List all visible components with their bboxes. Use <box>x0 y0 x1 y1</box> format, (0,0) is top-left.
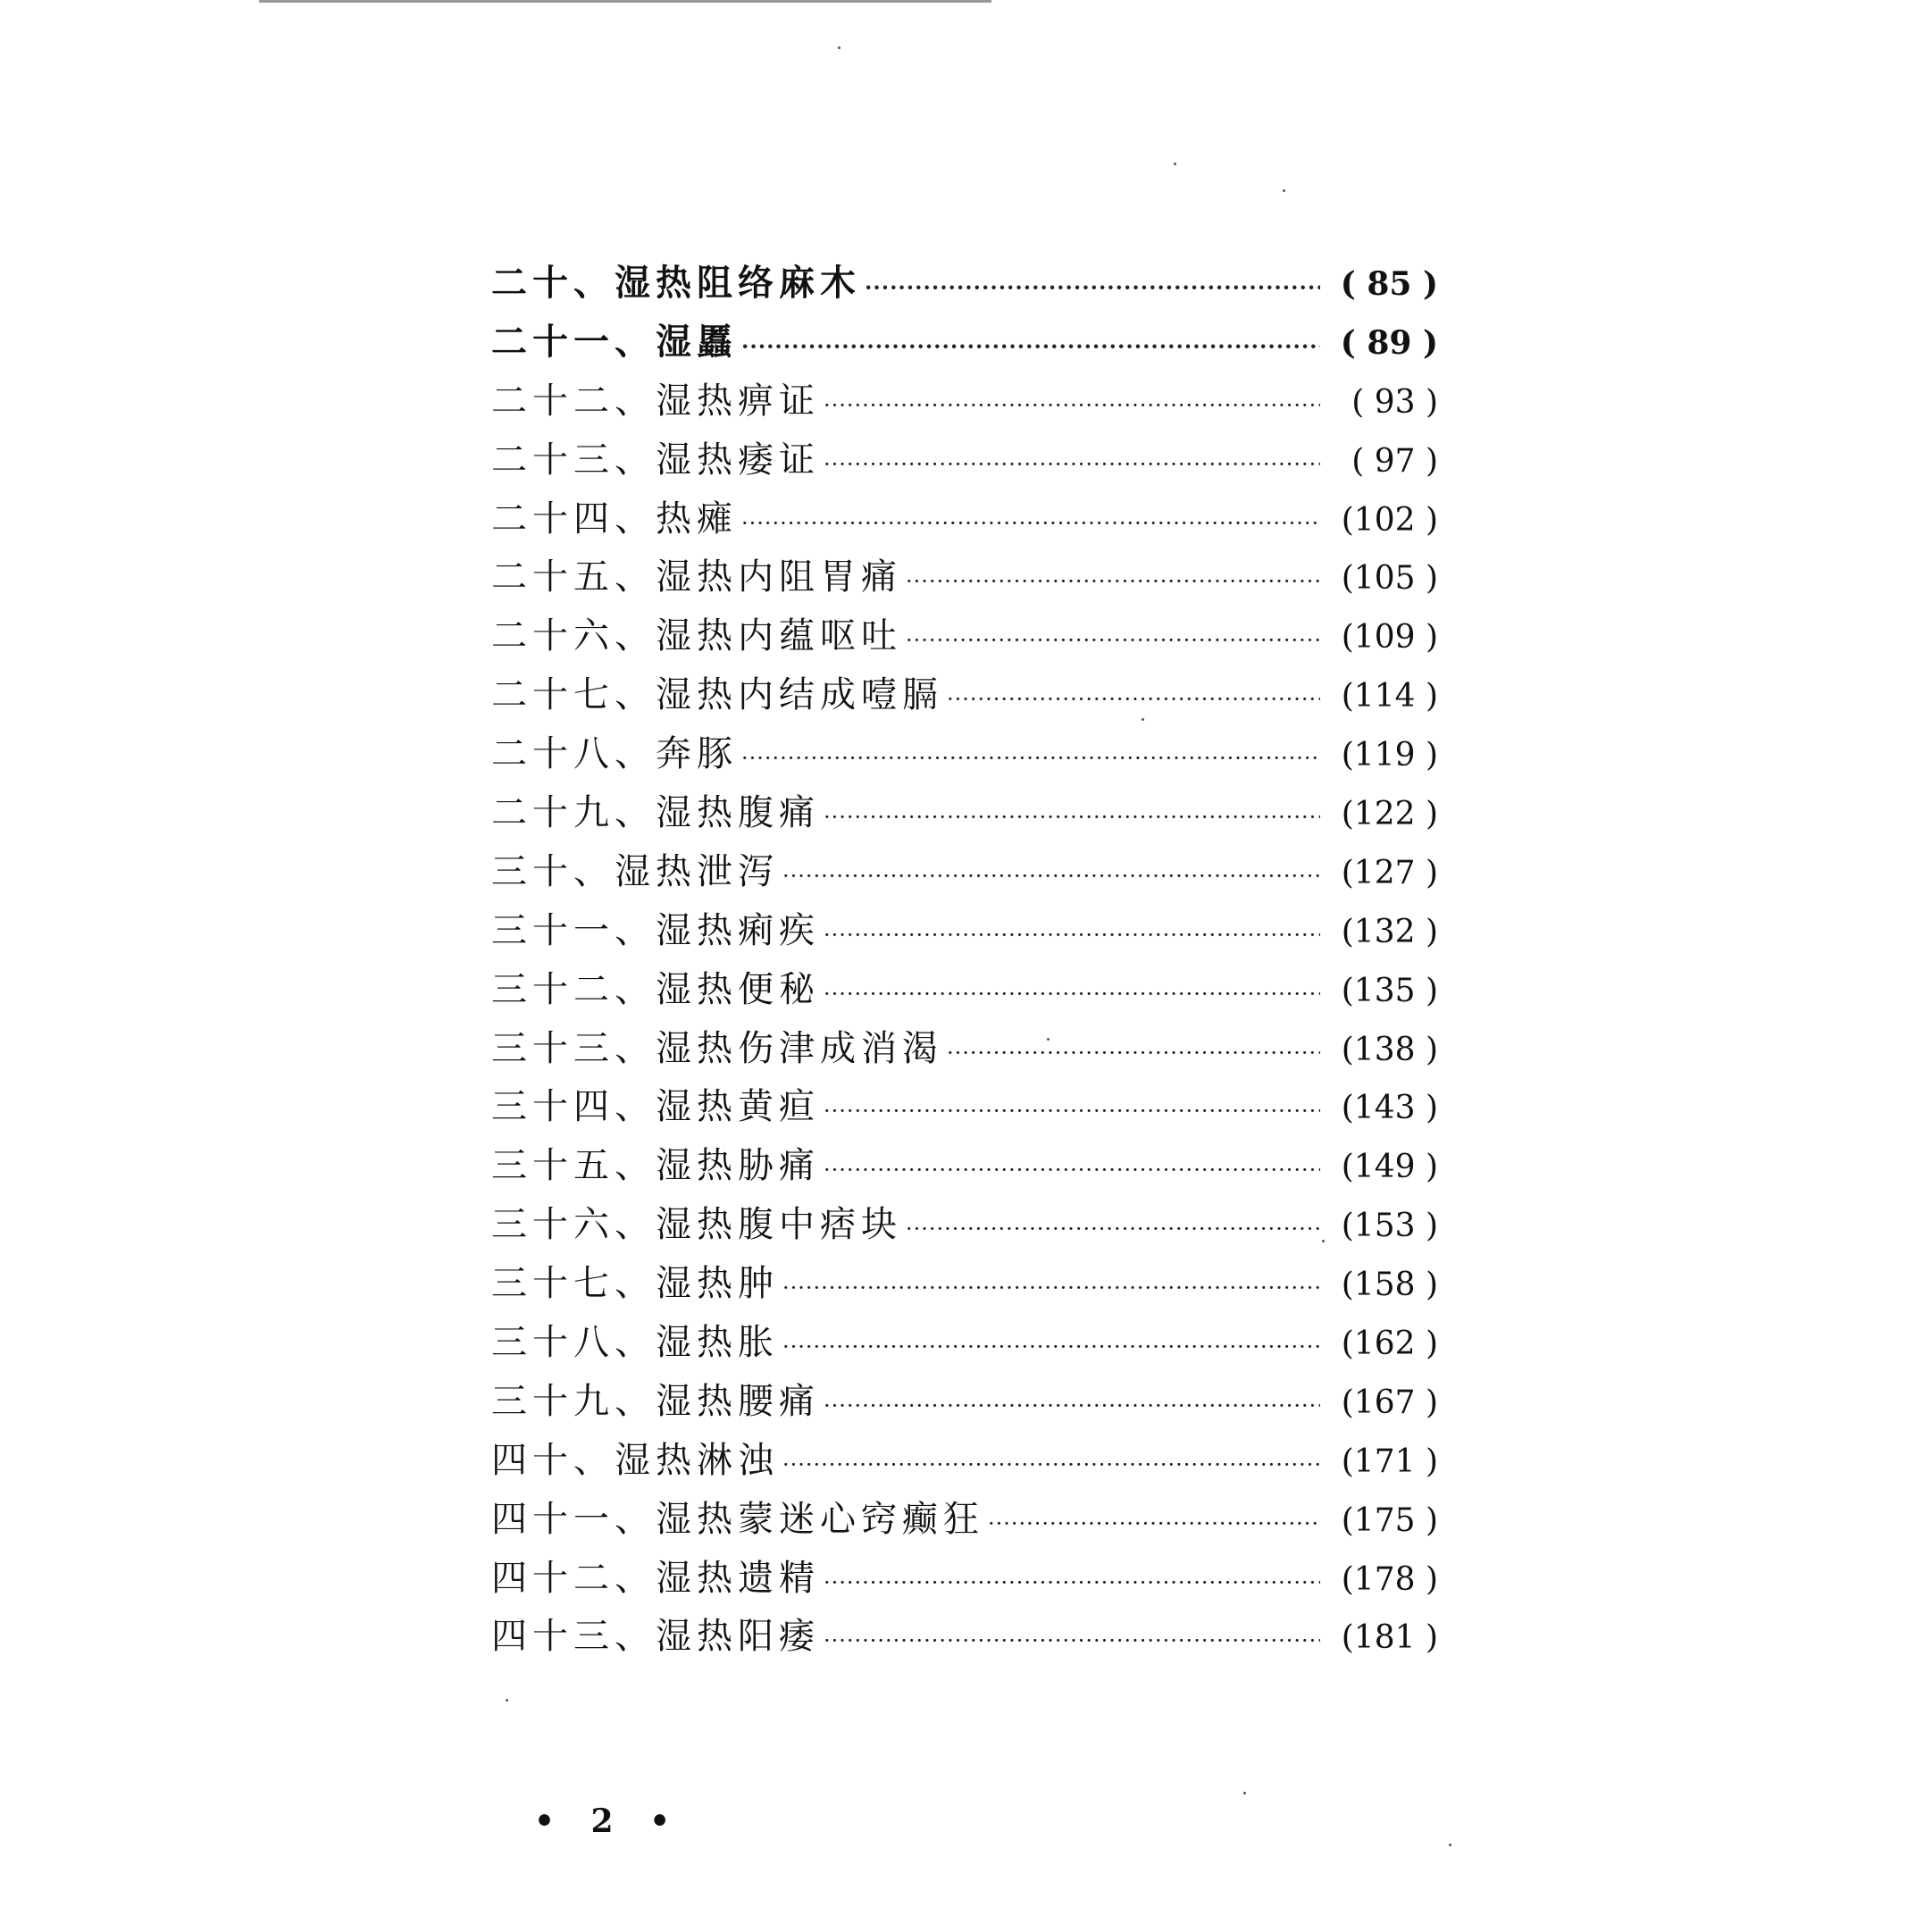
toc-entry-number: 二十八、 <box>491 733 656 775</box>
toc-entry-number: 二十二、 <box>491 380 656 422</box>
toc-entry-page: (109 ) <box>1341 619 1438 657</box>
toc-entry <box>491 1431 1438 1490</box>
scan-speck <box>1174 163 1176 165</box>
toc-entry <box>491 1313 1438 1372</box>
toc-dot-leader <box>741 494 1320 553</box>
toc-entry <box>491 372 1438 431</box>
toc-entry <box>491 1607 1438 1666</box>
toc-dot-leader <box>824 788 1320 847</box>
toc-entry <box>491 1490 1438 1549</box>
toc-entry <box>491 1372 1438 1431</box>
toc-entry-number: 三十六、 <box>491 1204 656 1246</box>
toc-entry <box>491 842 1438 901</box>
toc-entry <box>491 254 1438 313</box>
toc-entry-number: 三十二、 <box>491 968 656 1010</box>
toc-entry-page: (175 ) <box>1341 1501 1438 1539</box>
toc-dot-leader <box>782 1317 1320 1376</box>
toc-entry-title: 湿热蒙迷心窍癫狂 <box>656 1498 984 1540</box>
toc-entry-title: 湿热内阻胃痛 <box>656 556 902 598</box>
toc-entry-page: (127 ) <box>1341 854 1438 891</box>
toc-entry-title: 湿热腰痛 <box>656 1380 820 1422</box>
toc-entry-number: 三十八、 <box>491 1322 656 1364</box>
toc-dot-leader <box>906 611 1320 670</box>
toc-entry-number: 二十九、 <box>491 792 656 834</box>
toc-entry-number: 四十三、 <box>491 1616 656 1658</box>
toc-entry <box>491 901 1438 960</box>
toc-entry-number: 二十四、 <box>491 498 656 539</box>
toc-entry-page: ( 93 ) <box>1351 383 1438 421</box>
toc-entry-page: (167 ) <box>1341 1384 1438 1421</box>
toc-entry-number: 三十九、 <box>491 1380 656 1422</box>
scan-speck <box>1243 1792 1246 1794</box>
toc-dot-leader <box>865 258 1320 317</box>
toc-entry-page: (119 ) <box>1341 737 1438 774</box>
toc-entry-title: 湿䘌 <box>656 320 738 363</box>
toc-entry <box>491 1549 1438 1608</box>
toc-entry-page: ( 97 ) <box>1351 442 1438 480</box>
toc-entry <box>491 548 1438 606</box>
toc-dot-leader <box>906 552 1320 611</box>
toc-dot-leader <box>824 1141 1320 1200</box>
toc-dot-leader <box>947 670 1320 729</box>
scan-edge-line <box>259 0 991 3</box>
toc-entry-title: 湿热肿 <box>656 1263 779 1305</box>
toc-entry <box>491 431 1438 489</box>
toc-entry <box>491 1019 1438 1078</box>
toc-entry-page: (105 ) <box>1341 560 1438 598</box>
toc-dot-leader <box>988 1494 1320 1553</box>
toc-entry <box>491 960 1438 1019</box>
toc-entry <box>491 1077 1438 1136</box>
toc-entry-page: (178 ) <box>1341 1560 1438 1598</box>
toc-entry-page: ( 89 ) <box>1340 323 1438 362</box>
toc-entry-number: 二十五、 <box>491 556 656 598</box>
toc-entry-title: 湿热伤津成消渴 <box>656 1027 943 1069</box>
toc-entry-title: 湿热泄泻 <box>615 850 779 892</box>
toc-dot-leader <box>824 1611 1320 1670</box>
toc-entry-title: 湿热痹证 <box>656 380 820 422</box>
toc-entry-number: 二十一、 <box>491 320 656 363</box>
toc-entry-number: 二十六、 <box>491 615 656 657</box>
toc-entry <box>491 1254 1438 1313</box>
toc-entry-page: (162 ) <box>1341 1326 1438 1363</box>
toc-entry-page: (143 ) <box>1341 1090 1438 1127</box>
toc-entry-title: 湿热淋浊 <box>615 1439 779 1481</box>
toc-entry-page: (171 ) <box>1341 1443 1438 1480</box>
toc-entry-title: 奔豚 <box>656 733 738 775</box>
toc-entry-page: (135 ) <box>1341 972 1438 1009</box>
toc-entry-page: (102 ) <box>1341 501 1438 539</box>
toc-entry-number: 三十、 <box>491 850 615 892</box>
toc-entry-title: 湿热遗精 <box>656 1557 820 1599</box>
toc-entry-page: (114 ) <box>1341 678 1438 715</box>
scan-speck <box>1283 189 1285 192</box>
toc-entry-page: (181 ) <box>1341 1619 1438 1657</box>
scan-speck <box>838 46 841 49</box>
toc-dot-leader <box>782 1435 1320 1494</box>
toc-entry-title: 湿热腹中痞块 <box>656 1204 902 1246</box>
toc-dot-leader <box>824 376 1320 435</box>
toc-entry-number: 三十四、 <box>491 1086 656 1128</box>
toc-entry-title: 湿热阳痿 <box>656 1616 820 1658</box>
toc-dot-leader <box>741 729 1320 788</box>
toc-entry <box>491 665 1438 724</box>
toc-entry <box>491 313 1438 372</box>
table-of-contents <box>491 254 1438 1666</box>
toc-entry <box>491 783 1438 842</box>
toc-entry-number: 二十、 <box>491 262 615 304</box>
toc-entry <box>491 1136 1438 1195</box>
toc-entry-title: 湿热内蕴呕吐 <box>656 615 902 657</box>
toc-entry-number: 二十七、 <box>491 674 656 716</box>
toc-entry-number: 三十五、 <box>491 1145 656 1187</box>
toc-entry-title: 湿热便秘 <box>656 968 820 1010</box>
toc-dot-leader <box>824 435 1320 494</box>
toc-entry <box>491 489 1438 548</box>
toc-entry-number: 三十三、 <box>491 1027 656 1069</box>
toc-dot-leader <box>741 317 1320 376</box>
toc-entry-title: 湿热胀 <box>656 1322 779 1364</box>
toc-entry-title: 热瘫 <box>656 498 738 539</box>
toc-entry-title: 湿热内结成噎膈 <box>656 674 943 716</box>
toc-entry-page: (149 ) <box>1341 1149 1438 1186</box>
toc-entry-page: (158 ) <box>1341 1267 1438 1304</box>
toc-entry <box>491 724 1438 783</box>
toc-dot-leader <box>906 1200 1320 1259</box>
toc-dot-leader <box>824 906 1320 965</box>
toc-entry-page: ( 85 ) <box>1340 265 1438 303</box>
toc-dot-leader <box>824 965 1320 1024</box>
toc-dot-leader <box>782 1259 1320 1317</box>
toc-dot-leader <box>782 847 1320 906</box>
toc-entry-title: 湿热痿证 <box>656 439 820 481</box>
page-number: • 2 • <box>534 1802 683 1840</box>
toc-entry-title: 湿热腹痛 <box>656 792 820 834</box>
toc-dot-leader <box>824 1376 1320 1435</box>
toc-entry-number: 四十一、 <box>491 1498 656 1540</box>
toc-entry-title: 湿热胁痛 <box>656 1145 820 1187</box>
toc-dot-leader <box>824 1553 1320 1612</box>
toc-entry-number: 三十七、 <box>491 1263 656 1305</box>
toc-entry-title: 湿热痢疾 <box>656 909 820 951</box>
toc-entry-number: 二十三、 <box>491 439 656 481</box>
toc-dot-leader <box>824 1082 1320 1141</box>
toc-entry-number: 四十、 <box>491 1439 615 1481</box>
toc-entry <box>491 606 1438 665</box>
toc-entry-page: (138 ) <box>1341 1031 1438 1068</box>
scan-speck <box>506 1699 508 1702</box>
toc-entry-page: (153 ) <box>1341 1208 1438 1245</box>
scan-speck <box>1449 1844 1451 1846</box>
toc-entry-page: (122 ) <box>1341 796 1438 833</box>
toc-entry <box>491 1195 1438 1254</box>
toc-entry-title: 湿热黄疸 <box>656 1086 820 1128</box>
toc-entry-title: 湿热阻络麻木 <box>615 262 861 304</box>
toc-entry-number: 四十二、 <box>491 1557 656 1599</box>
toc-entry-number: 三十一、 <box>491 909 656 951</box>
toc-dot-leader <box>947 1024 1320 1083</box>
toc-entry-page: (132 ) <box>1341 913 1438 950</box>
